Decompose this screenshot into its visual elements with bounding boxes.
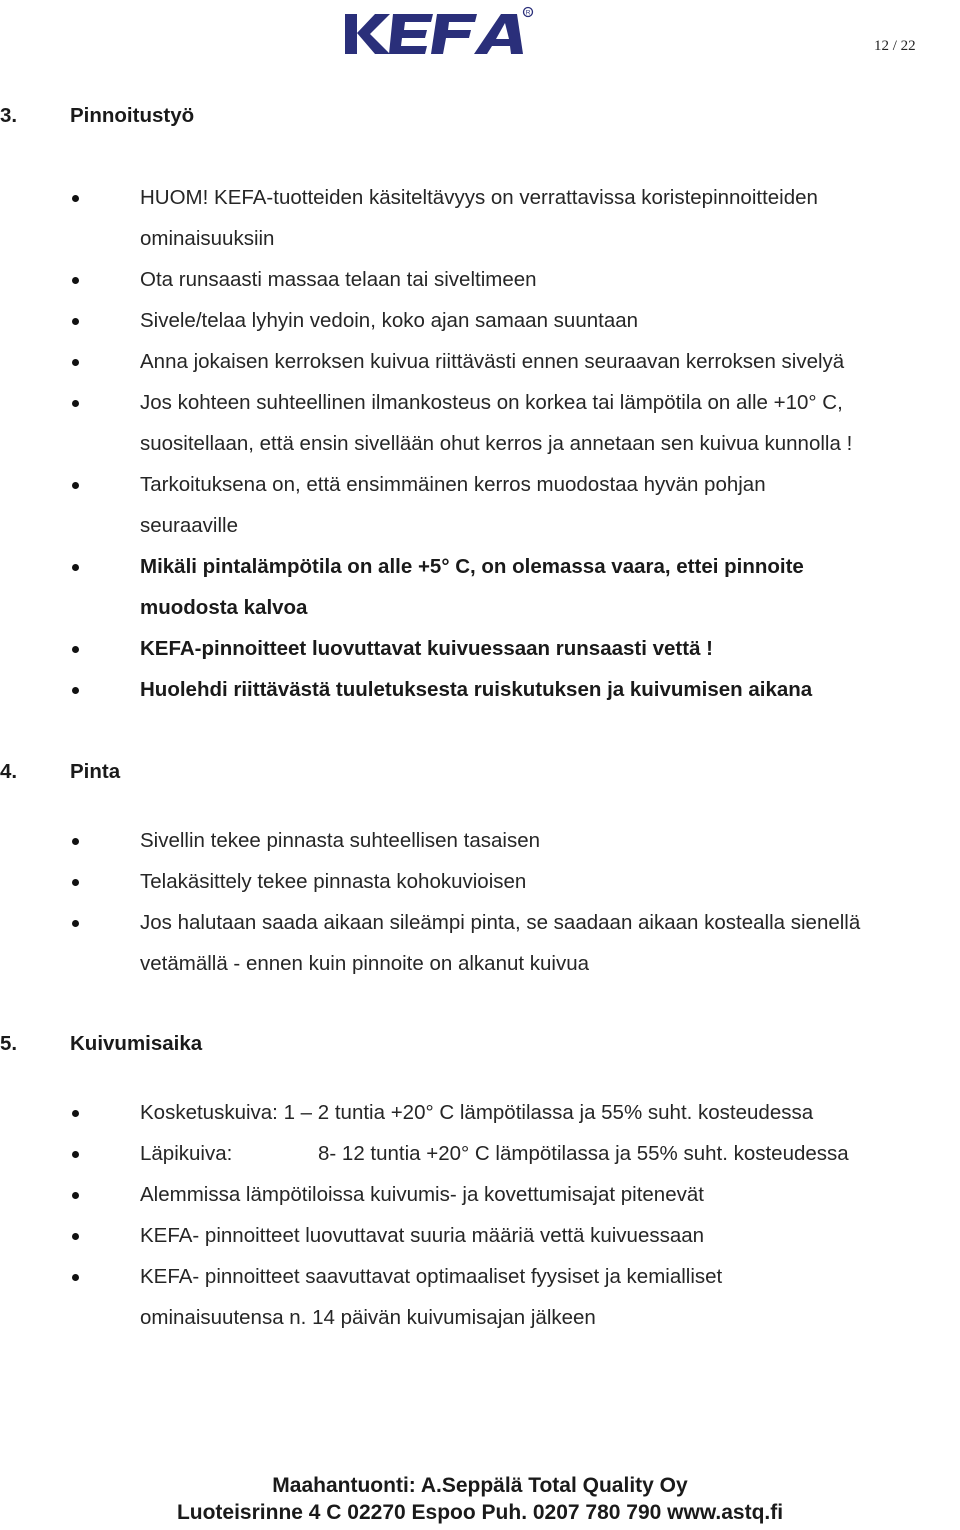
- list-item: Alemmissa lämpötiloissa kuivumis- ja kovettumisajat pitenevät: [0, 1174, 960, 1215]
- section-number: 5.: [0, 1032, 18, 1055]
- section-4-list: [0, 820, 960, 984]
- list-item: Anna jokaisen kerroksen kuivua riittävästi ennen seuraavan kerroksen sivelyä: [0, 341, 960, 382]
- list-item-continuation: suositellaan, että ensin sivellään ohut kerros ja annetaan sen kuivua kunnolla !: [140, 432, 853, 455]
- bullet-icon: [72, 482, 79, 489]
- section-title: Pinnoitustyö: [70, 104, 195, 127]
- list-item: Sivele/telaa lyhyin vedoin, koko ajan samaan suuntaan: [0, 300, 960, 341]
- list-item: Läpikuiva: 8- 12 tuntia +20° C lämpötilassa ja 55% suht. kosteudessa: [0, 1133, 960, 1174]
- page-number: 12 / 22: [874, 38, 916, 54]
- section-3-list: [0, 177, 960, 710]
- list-item: Ota runsaasti massaa telaan tai siveltimeen: [0, 259, 960, 300]
- list-item: Jos halutaan saada aikaan sileämpi pinta, se saadaan aikaan kostealla sienellä: [0, 902, 960, 943]
- section-5-list: [0, 1092, 960, 1338]
- list-item: Sivellin tekee pinnasta suhteellisen tasaisen: [0, 820, 960, 861]
- list-item: Jos kohteen suhteellinen ilmankosteus on korkea tai lämpötila on alle +10° C,: [0, 382, 960, 423]
- section-number: 4.: [0, 760, 18, 783]
- footer-contact: Luoteisrinne 4 C 02270 Espoo Puh. 0207 780 790 www.astq.fi: [176, 1501, 784, 1524]
- bullet-icon: [72, 277, 79, 284]
- bullet-icon: [72, 646, 79, 653]
- bullet-icon: [72, 359, 79, 366]
- bullet-icon: [72, 838, 79, 845]
- footer-importer: Maahantuonti: A.Seppälä Total Quality Oy: [272, 1474, 688, 1497]
- kefa-logo: [343, 6, 538, 58]
- bullet-icon: [72, 687, 79, 694]
- list-item: Tarkoituksena on, että ensimmäinen kerros muodostaa hyvän pohjan: [0, 464, 960, 505]
- list-item-continuation: seuraaville: [140, 514, 238, 537]
- list-item-continuation: ominaisuuksiin: [140, 227, 275, 250]
- svg-text:R: R: [525, 9, 531, 17]
- list-item: KEFA-pinnoitteet luovuttavat kuivuessaan runsaasti vettä !: [0, 628, 960, 669]
- list-item-continuation: muodosta kalvoa: [140, 596, 308, 619]
- bullet-icon: [72, 1274, 79, 1281]
- list-item: Kosketuskuiva: 1 – 2 tuntia +20° C lämpötilassa ja 55% suht. kosteudessa: [0, 1092, 960, 1133]
- list-item-continuation: ominaisuutensa n. 14 päivän kuivumisajan jälkeen: [140, 1306, 596, 1329]
- list-item: Huolehdi riittävästä tuuletuksesta ruiskutuksen ja kuivumisen aikana: [0, 669, 960, 710]
- section-title: Pinta: [70, 760, 121, 783]
- bullet-icon: [72, 1110, 79, 1117]
- list-item: Mikäli pintalämpötila on alle +5° C, on olemassa vaara, ettei pinnoite: [0, 546, 960, 587]
- list-item: KEFA- pinnoitteet saavuttavat optimaaliset fyysiset ja kemialliset: [0, 1256, 960, 1297]
- bullet-icon: [72, 400, 79, 407]
- bullet-icon: [72, 1192, 79, 1199]
- bullet-icon: [72, 920, 79, 927]
- list-item: HUOM! KEFA-tuotteiden käsiteltävyys on verrattavissa koristepinnoitteiden: [0, 177, 960, 218]
- bullet-icon: [72, 879, 79, 886]
- list-item: Telakäsittely tekee pinnasta kohokuvioisen: [0, 861, 960, 902]
- bullet-icon: [72, 1151, 79, 1158]
- bullet-icon: [72, 318, 79, 325]
- section-number: 3.: [0, 104, 18, 127]
- list-item: KEFA- pinnoitteet luovuttavat suuria määriä vettä kuivuessaan: [0, 1215, 960, 1256]
- section-title: Kuivumisaika: [70, 1032, 203, 1055]
- bullet-icon: [72, 195, 79, 202]
- list-item-continuation: vetämällä - ennen kuin pinnoite on alkanut kuivua: [140, 952, 590, 975]
- bullet-icon: [72, 564, 79, 571]
- bullet-icon: [72, 1233, 79, 1240]
